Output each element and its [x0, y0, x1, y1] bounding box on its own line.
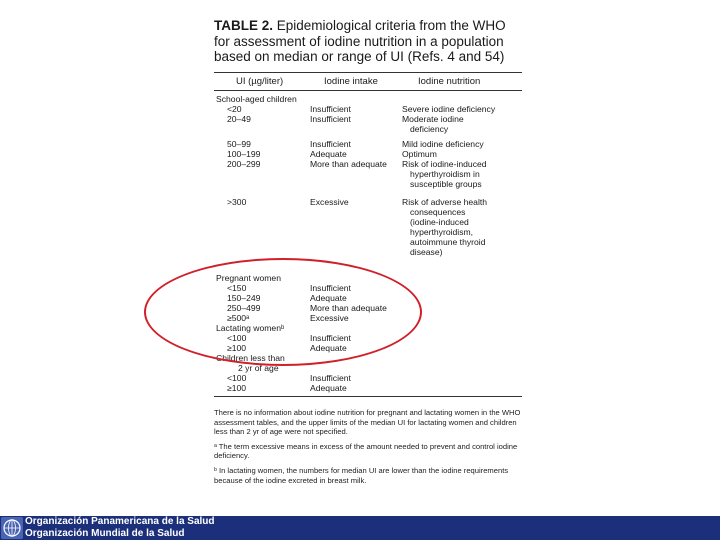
- footnote: ᵇ In lactating women, the numbers for median UI are lower than the iodine requirements because of the iodine excreted in breast milk.: [214, 465, 509, 485]
- table-footnotes: [214, 408, 522, 490]
- footer-line-2: Organización Mundial de la Salud: [25, 528, 185, 539]
- iodine-nutrition: consequences: [410, 206, 466, 217]
- iodine-nutrition: Moderate iodine: [402, 113, 464, 124]
- caption-text: Epidemiological criteria from the WHO for assessment of iodine nutrition in a population based on median or range of UI (Refs. 4 and 54): [214, 18, 506, 64]
- iodine-intake: Adequate: [310, 292, 347, 303]
- iodine-intake: Excessive: [310, 312, 349, 323]
- table-bottom-rule: [214, 396, 522, 397]
- paho-logo-icon: [1, 517, 23, 539]
- footer-line-1: Organización Panamericana de la Salud: [25, 516, 215, 527]
- iodine-nutrition: hyperthyroidism in: [410, 168, 480, 179]
- iodine-nutrition: hyperthyroidism,: [410, 226, 474, 237]
- header-nutrition: Iodine nutrition: [418, 75, 481, 87]
- iodine-intake: Insufficient: [310, 113, 351, 124]
- iodine-intake: Insufficient: [310, 372, 351, 383]
- iodine-intake: Insufficient: [310, 282, 351, 293]
- ui-value: ≥100: [227, 342, 247, 353]
- header-intake: Iodine intake: [324, 75, 378, 87]
- ui-value: 20–49: [227, 113, 251, 124]
- iodine-nutrition: Risk of iodine-induced: [402, 158, 487, 169]
- iodine-intake: Excessive: [310, 196, 349, 207]
- footnote: There is no information about iodine nutrition for pregnant and lactating women in the WHO assessment tables, and the upper limits of the median UI for lactating women and children less than 2 yr of age were not specified.: [214, 408, 521, 437]
- iodine-intake: Insufficient: [310, 138, 351, 149]
- iodine-nutrition: disease): [410, 246, 443, 257]
- iodine-intake: More than adequate: [310, 158, 387, 169]
- ui-value: >300: [227, 196, 247, 207]
- iodine-intake: Adequate: [310, 382, 347, 393]
- header-ui: UI (µg/liter): [236, 75, 284, 87]
- ui-value: 150–249: [227, 292, 261, 303]
- iodine-intake: Adequate: [310, 148, 347, 159]
- table-header: [214, 73, 522, 90]
- ui-value: ≥500ᵃ: [227, 312, 250, 323]
- iodine-nutrition: susceptible groups: [410, 178, 482, 189]
- iodine-nutrition: (iodine-induced: [410, 216, 469, 227]
- ui-value: 50–99: [227, 138, 251, 149]
- group-title-text: Pregnant women: [216, 272, 281, 283]
- caption-label: TABLE 2.: [214, 18, 274, 33]
- group-title-text: School-aged children: [216, 93, 297, 104]
- ui-value: <100: [227, 332, 247, 343]
- group-title-text: 2 yr of age: [238, 362, 279, 373]
- ui-value: 250–499: [227, 302, 261, 313]
- iodine-intake: More than adequate: [310, 302, 387, 313]
- iodine-nutrition: autoimmune thyroid: [410, 236, 486, 247]
- iodine-nutrition: Severe iodine deficiency: [402, 103, 496, 114]
- footnote: ᵃ The term excessive means in excess of the amount needed to prevent and control iodine deficiency.: [214, 441, 518, 461]
- iodine-nutrition: Mild iodine deficiency: [402, 138, 484, 149]
- iodine-intake: Insufficient: [310, 103, 351, 114]
- iodine-nutrition: Risk of adverse health: [402, 196, 488, 207]
- iodine-nutrition: Optimum: [402, 148, 437, 159]
- ui-value: <100: [227, 372, 247, 383]
- ui-value: <20: [227, 103, 242, 114]
- ui-value: ≥100: [227, 382, 247, 393]
- group-title-text: Lactating womenᵇ: [216, 322, 285, 333]
- footer-bar: [0, 516, 720, 540]
- ui-value: <150: [227, 282, 247, 293]
- highlight-ellipse: [144, 258, 422, 366]
- group-title-text: Children less than: [216, 352, 285, 363]
- iodine-intake: Adequate: [310, 342, 347, 353]
- ui-value: 200–299: [227, 158, 261, 169]
- iodine-intake: Insufficient: [310, 332, 351, 343]
- iodine-nutrition: deficiency: [410, 123, 449, 134]
- table-caption: [214, 18, 522, 65]
- ui-value: 100–199: [227, 148, 261, 159]
